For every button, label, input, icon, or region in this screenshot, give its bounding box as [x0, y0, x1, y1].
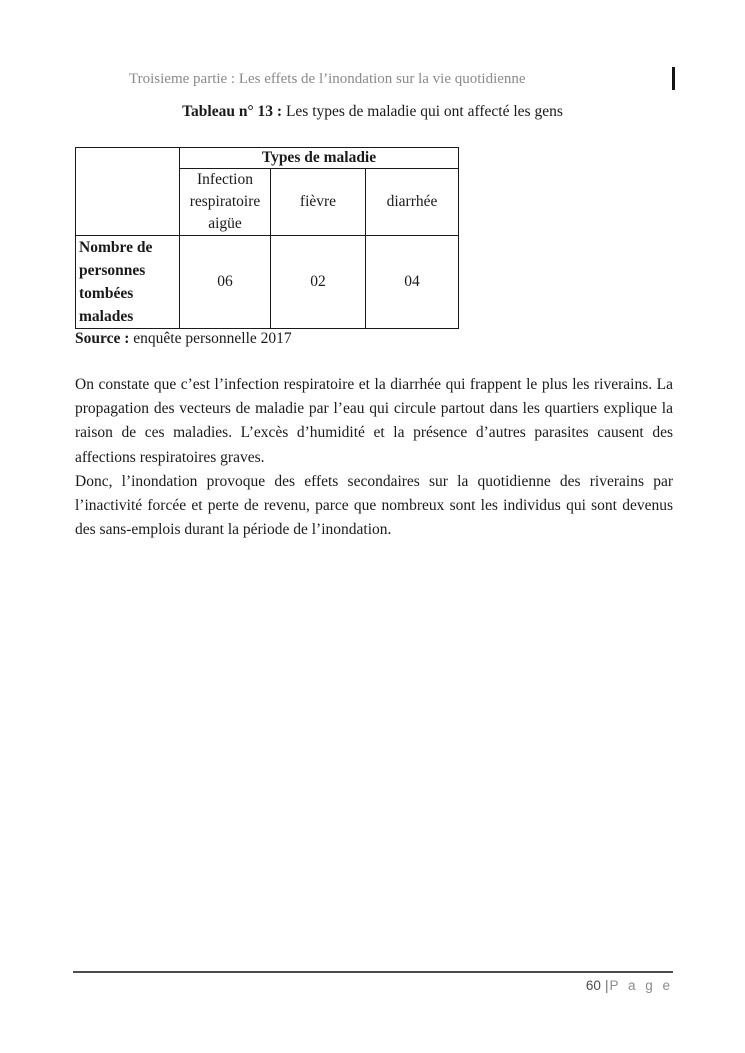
footer-separator: |: [604, 978, 609, 993]
column-header-infection-respiratoire: Infection respiratoire aigüe: [180, 169, 271, 236]
source-line: [75, 330, 292, 348]
source-label: Source :: [75, 330, 130, 347]
page-number: 60: [585, 978, 601, 993]
table-data-row: [76, 236, 459, 329]
body-paragraph-1: On constate que c’est l’infection respiratoire et la diarrhée qui frappent le plus les riverains. La propagation des vecteurs de maladie par l’eau qui circule partout dans les quartiers explique la raison de ces maladies. L’excès d’humidité et la présence d’autres parasites causent des affections respiratoires graves.: [75, 376, 673, 466]
row-label-nombre-personnes: Nombre de personnes tombées malades: [76, 236, 180, 329]
table-caption-text: Les types de maladie qui ont affecté les gens: [282, 103, 563, 120]
column-header-diarrhee: diarrhée: [366, 169, 459, 236]
cell-value-diarrhee: 04: [366, 236, 459, 329]
footer-divider: [73, 971, 673, 973]
table-caption-label: Tableau n° 13 :: [182, 103, 283, 120]
source-text: enquête personnelle 2017: [129, 330, 292, 347]
page-footer: [73, 978, 673, 993]
column-header-fievre: fièvre: [271, 169, 366, 236]
revision-marker-bar: [672, 67, 675, 90]
disease-table: [75, 147, 459, 329]
running-header: Troisieme partie : Les effets de l’inondation sur la vie quotidienne: [129, 71, 526, 87]
table-stub-cell: [76, 148, 180, 236]
table-group-header: Types de maladie: [180, 148, 459, 169]
table-group-header-row: [76, 148, 459, 169]
footer-page-word: P a g e: [609, 978, 673, 993]
cell-value-infection-respiratoire: 06: [180, 236, 271, 329]
table-caption: [0, 103, 745, 121]
cell-value-fievre: 02: [271, 236, 366, 329]
body-text: [75, 373, 673, 542]
body-paragraph-2: Donc, l’inondation provoque des effets secondaires sur la quotidienne des riverains par l’inactivité forcée et perte de revenu, parce que nombreux sont les individus qui sont devenus des sans-emplois durant la période de l’inondation.: [75, 472, 673, 539]
